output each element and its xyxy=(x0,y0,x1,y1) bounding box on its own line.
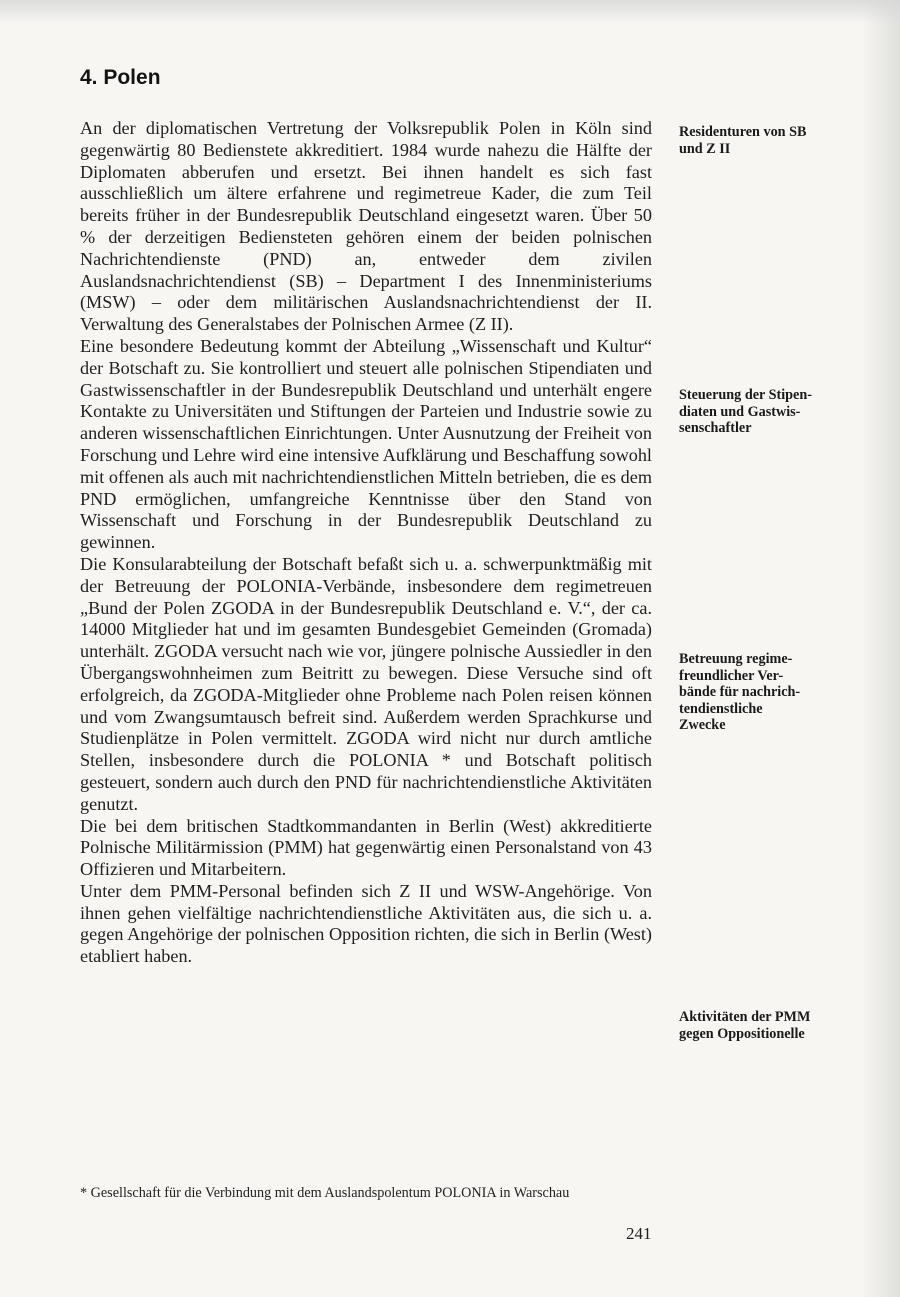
paragraph-military-mission: Die bei dem britischen Stadtkommandanten in Berlin (West) akkreditierte Polnische Militärmission (PMM) hat gegenwärtig einen Personalstand von 43 Offizieren und Mitarbeitern. xyxy=(80,815,652,880)
paragraph-embassy-staff: An der diplomatischen Vertretung der Volksrepublik Polen in Köln sind gegenwärtig 80 Bedienstete akkreditiert. 1984 wurde nahezu die Hälfte der Diplomaten abberufen und ersetzt. Bei ihnen handelt es sich fast ausschließlich um ältere erfahrene und regimetreue Kader, die zum Teil bereits früher in der Bundesrepublik Deutschland eingesetzt waren. Über 50 % der derzeitigen Bediensteten gehören einem der beiden polnischen Nachrichtendienste (PND) an, entweder dem zivilen Auslandsnachrichtendienst (SB) – Department I des Innenministeriums (MSW) – oder dem militärischen Auslandsnachrichtendienst der II. Verwaltung des Generalstabes der Polnischen Armee (Z II). xyxy=(80,118,652,335)
paragraph-science-culture: Eine besondere Bedeutung kommt der Abteilung „Wissenschaft und Kultur“ der Botschaft zu. Sie kontrolliert und steuert alle polnischen Stipendiaten und Gastwissenschaftler in der Bundesrepublik Deutschland und unterhält engere Kontakte zu Universitäten und Stiftungen der Parteien und Industrie sowie zu anderen wissenschaftlichen Einrichtungen. Unter Ausnutzung der Freiheit von Forschung und Lehre wird eine intensive Aufklärung und Beschaffung sowohl mit offenen als auch mit nachrichtendienstlichen Mitteln betrieben, die es dem PND ermöglichen, umfangreiche Kenntnisse über den Stand von Wissenschaft und Forschung in der Bundesrepublik Deutschland zu gewinnen. xyxy=(80,335,652,553)
margin-note-pmm: Aktivitäten der PMM gegen Oppositionelle xyxy=(679,1009,811,1042)
section-title: 4. Polen xyxy=(80,66,161,89)
margin-note-betreuung: Betreuung regime- freundlicher Ver- bände für nachrich- tendienstliche Zwecke xyxy=(679,651,801,734)
scan-edge-right xyxy=(862,0,900,1297)
footnote: * Gesellschaft für die Verbindung mit dem Auslandspolentum POLONIA in Warschau xyxy=(80,1185,570,1201)
paragraph-pmm-personnel: Unter dem PMM-Personal befinden sich Z II und WSW-Angehörige. Von ihnen gehen vielfältige nachrichtendienstliche Aktivitäten aus, die sich u. a. gegen Angehörige der polnischen Opposition richten, die sich in Berlin (West) etabliert haben. xyxy=(80,880,652,967)
paragraph-consular-department: Die Konsularabteilung der Botschaft befaßt sich u. a. schwerpunktmäßig mit der Betreuung der POLONIA-Verbände, insbesondere dem regimetreuen „Bund der Polen ZGODA in der Bundesrepublik Deutschland e. V.“, der ca. 14000 Mitglieder hat und im gesamten Bundesgebiet Gemeinden (Gromada) unterhält. ZGODA versucht nach wie vor, jüngere polnische Aussiedler in den Übergangswohnheimen zum Beitritt zu bewegen. Diese Versuche sind oft erfolgreich, da ZGODA-Mitglieder ohne Probleme nach Polen reisen können und vom Zwangsumtausch befreit sind. Außerdem werden Sprachkurse und Studienplätze in Polen vermittelt. ZGODA wird nicht nur durch amtliche Stellen, insbesondere durch die POLONIA * und Botschaft politisch gesteuert, sondern auch durch den PND für nachrichtendienstliche Aktivitäten genutzt. xyxy=(80,553,652,814)
margin-note-stipendiaten: Steuerung der Stipen- diaten und Gastwis- senschaftler xyxy=(679,387,812,437)
scan-edge-top xyxy=(0,0,900,24)
margin-note-residenturen: Residenturen von SB und Z II xyxy=(679,124,807,157)
main-text-column xyxy=(80,118,652,968)
page-number: 241 xyxy=(626,1224,652,1243)
